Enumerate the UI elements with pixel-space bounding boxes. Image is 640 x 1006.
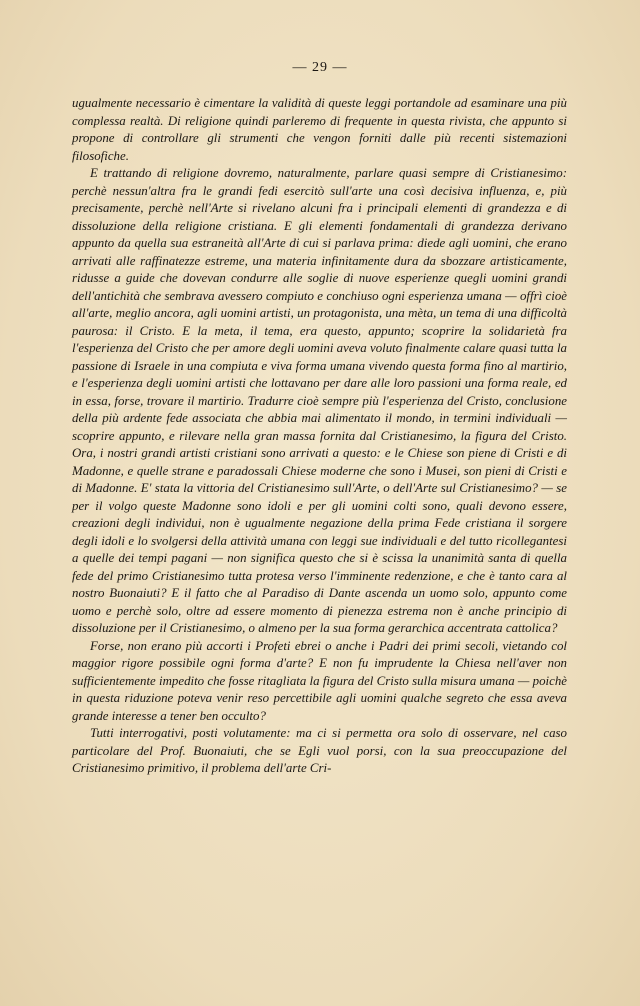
paragraph-2: E trattando di religione dovremo, naturalmente, parlare quasi sempre di Cristianesimo: perchè nessun'altra fra le grandi fedi esercitò sull'arte una così decisiva influenza, e, più precisamente, perchè nell'Arte si rivelano alcuni fra i principali elementi di grandezza e di dissoluzione della religione cristiana. E gli elementi fondamentali di grandezza derivano appunto da quella sua estraneità all'Arte di cui si parlava prima: diede agli uomini, che erano arrivati alle raffinatezze estreme, una materia infinitamente dura da sbozzare artisticamente, ridusse a guide che dovevan condurre alle soglie di nuove esperienze quegli uomini grandi dell'antichità che sembrava avessero compiuto e conchiuso ogni esperienza umana — offrì cioè all'arte, meglio ancora, agli uomini artisti, un protagonista, una mèta, un tema di una difficoltà paurosa: il Cristo. E la meta, il tema, era questo, appunto; scoprire la solidarietà fra l'esperienza del Cristo che per amore degli uomini aveva voluto finalmente calare quasi tutta la passione di Israele in una compiuta e viva forma umana vivendo questa forma fino al martirio, e l'esperienza degli uomini artisti che lottavano per dare alle loro passioni una forma reale, ed in essa, forse, trovare il martirio. Tradurre cioè sempre più l'esperienza del Cristo, conclusione della più ardente fede associata che abbia mai alimentato il mondo, in termini individuali — scoprire appunto, e rilevare nella gran massa fornita dal Cristianesimo, la figura del Cristo. Ora, i nostri grandi artisti cristiani sono arrivati a questo: e le Chiese son piene di Cristi e di Madonne, e quelle strane e paradossali Chiese moderne che sono i Musei, son pieni di Cristi e di Madonne. E' stata la vittoria del Cristianesimo sull'Arte, o dell'Arte sul Cristianesimo? — se per il volgo queste Madonne sono idoli e per gli uomini colti sono, quali devono essere, creazioni degli individui, non è ugualmente negazione della prima Fede cristiana il sorgere degli idoli e lo svolgersi della attività umana con leggi sue individuali e del tutto ricollegantesi a quelle dei tempi pagani — non significa questo che si è scissa la unanimità santa di quella fede del primo Cristianesimo tutta protesa verso l'imminente redenzione, e che è tanto cara al nostro Buonaiuti? E il fatto che al Paradiso di Dante ascenda un uomo solo, appunto come uomo e perchè solo, oltre ad essere momento di pienezza estrema non è anche principio di dissoluzione per il Cristianesimo, o almeno per la sua forma gerarchica accentrata cattolica? [72, 166, 567, 635]
paragraph-1: ugualmente necessario è cimentare la validità di queste leggi portandole ad esaminare una più complessa realtà. Di religione quindi parleremo di frequente in questa rivista, che appunto si propone di controllare gli strumenti che vengon forniti dalle più recenti sistemazioni filosofiche. [72, 96, 567, 163]
paragraph-4: Tutti interrogativi, posti volutamente: ma ci si permetta ora solo di osservare, nel caso particolare del Prof. Buonaiuti, che se Egli vuol porsi, con la sua preoccupazione del Cristianesimo primitivo, il problema dell'arte Cri- [72, 726, 567, 775]
body-text [72, 95, 567, 778]
paragraph-3: Forse, non erano più accorti i Profeti ebrei o anche i Padri dei primi secoli, vietando col maggior rigore possibile ogni forma d'arte? E non fu imprudente la Chiesa nell'aver non sufficientemente impedito che fosse ritagliata la figura del Cristo sulla misura umana — poichè in questa riduzione poteva venir reso percettibile agli uomini qualche segreto che essa aveva grande interesse a tener ben occulto? [72, 638, 567, 723]
page-number: — 29 — [292, 60, 348, 75]
